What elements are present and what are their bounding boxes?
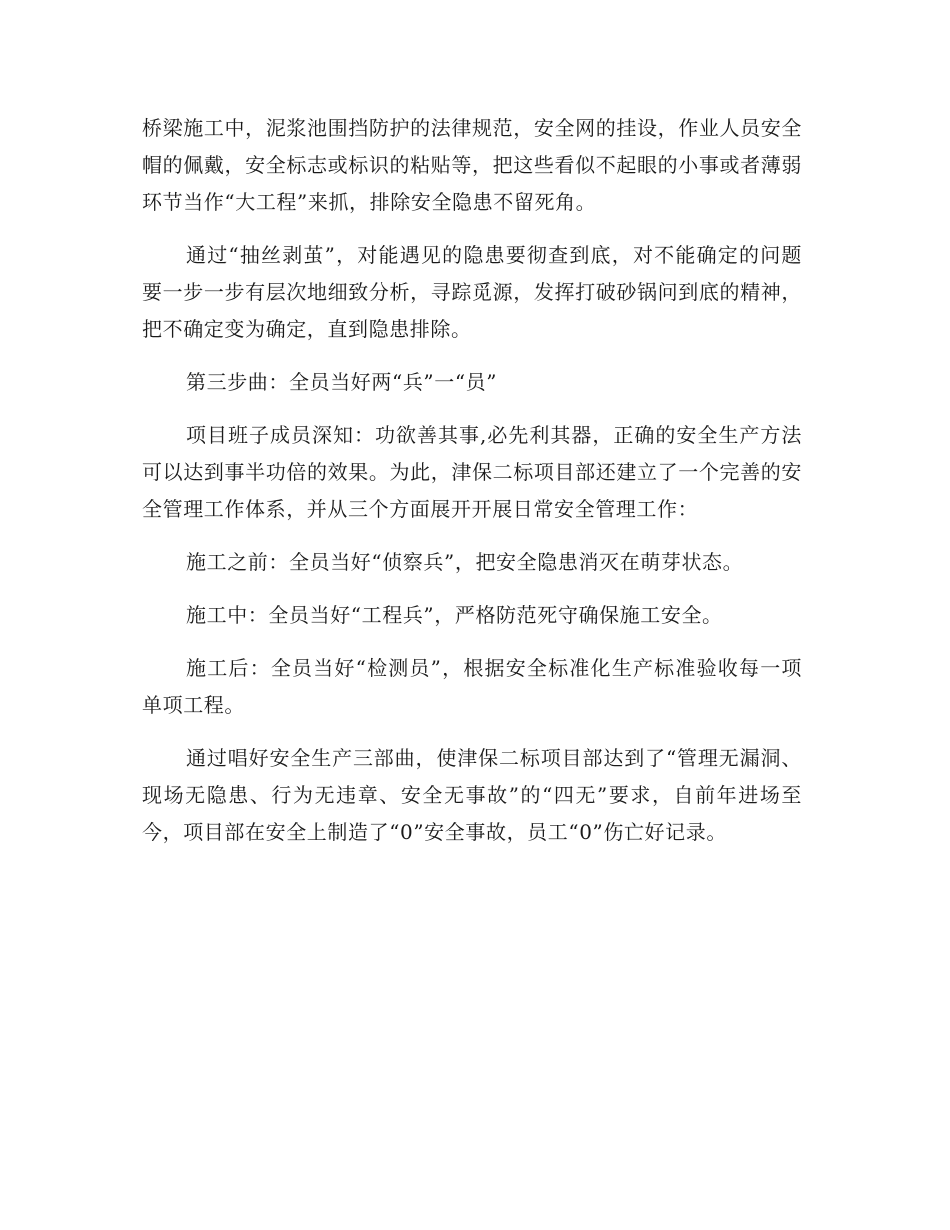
paragraph: 通过“抽丝剥茧”，对能遇见的隐患要彻查到底，对不能确定的问题要一步一步有层次地细致分析，寻踪觅源，发挥打破砂锅问到底的精神，把不确定变为确定，直到隐患排除。 [142, 243, 802, 341]
paragraph: 施工后：全员当好“检测员”，根据安全标准化生产标准验收每一项单项工程。 [142, 656, 802, 717]
document-body [142, 110, 802, 867]
paragraph: 通过唱好安全生产三部曲，使津保二标项目部达到了“管理无漏洞、现场无隐患、行为无违章、安全无事故”的“四无”要求，自前年进场至今，项目部在安全上制造了“0”安全事故，员工“0”伤亡好记录。 [142, 746, 802, 844]
section-heading: 第三步曲：全员当好两“兵”一“员” [186, 370, 498, 394]
paragraph-continuation: 桥梁施工中，泥浆池围挡防护的法律规范，安全网的挂设，作业人员安全帽的佩戴，安全标志或标识的粘贴等，把这些看似不起眼的小事或者薄弱环节当作“大工程”来抓，排除安全隐患不留死角。 [142, 116, 802, 214]
paragraph: 施工之前：全员当好“侦察兵”，把安全隐患消灭在萌芽状态。 [186, 550, 744, 574]
paragraph: 项目班子成员深知：功欲善其事,必先利其器，正确的安全生产方法可以达到事半功倍的效果。为此，津保二标项目部还建立了一个完善的安全管理工作体系，并从三个方面展开开展日常安全管理工作： [142, 423, 802, 521]
paragraph: 施工中：全员当好“工程兵”，严格防范死守确保施工安全。 [186, 603, 723, 627]
